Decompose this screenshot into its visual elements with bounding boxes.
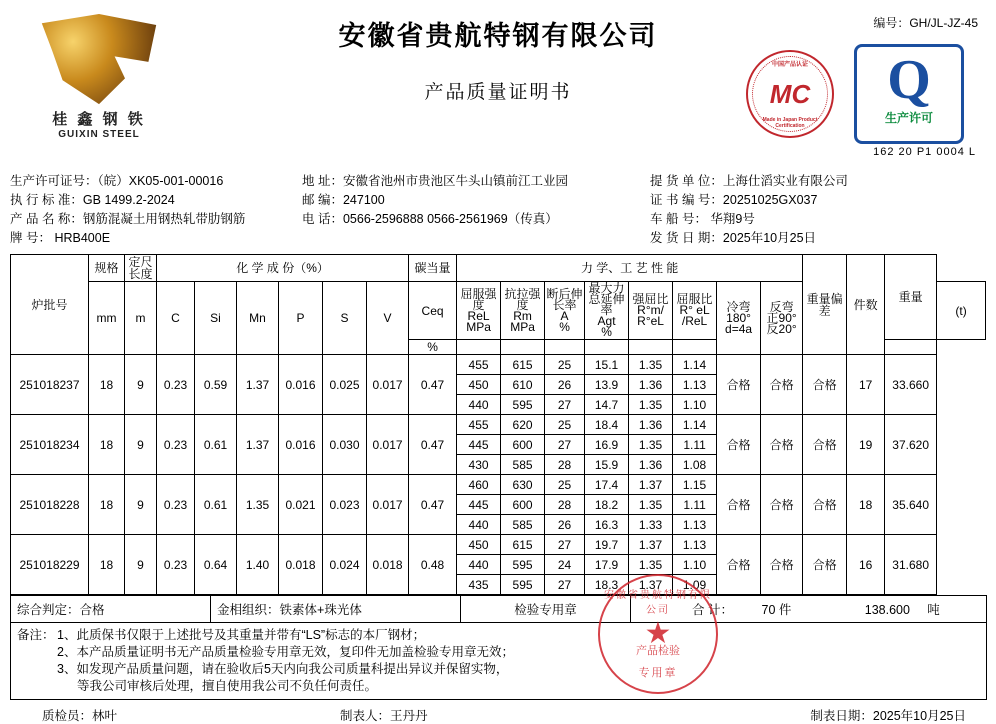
cell-si: 0.59 xyxy=(195,355,237,415)
cell-bend: 合格 xyxy=(717,535,761,595)
cell-c: 0.23 xyxy=(157,355,195,415)
th-mech-rebend-l2: 正90° xyxy=(766,310,797,325)
info-postcode: 邮 编：247100 xyxy=(302,193,385,207)
th-ceq: Ceq xyxy=(409,282,457,340)
red-seal-bottom-text: 专用章 xyxy=(638,667,678,679)
cell-a: 26 xyxy=(545,515,585,535)
cell-weight-dev: 合格 xyxy=(803,355,847,415)
table-row xyxy=(11,475,986,495)
cell-ratio1: 1.36 xyxy=(629,455,673,475)
th-mech-bend-l3: d=4a xyxy=(725,321,753,336)
cell-bend: 合格 xyxy=(717,415,761,475)
cell-rm: 595 xyxy=(501,575,545,595)
note-item-4: 等我公司审核后处理，擅自使用我公司不负任何责任。 xyxy=(77,679,378,693)
cell-a: 27 xyxy=(545,395,585,415)
cell-batch: 251018228 xyxy=(11,475,89,535)
cell-rel: 455 xyxy=(457,355,501,375)
th-mech-agt-l2: Agt xyxy=(597,314,616,328)
cell-si: 0.64 xyxy=(195,535,237,595)
th-mech-ratio1-l3: R°eL xyxy=(637,314,664,328)
cell-agt: 15.9 xyxy=(585,455,629,475)
cell-si: 0.61 xyxy=(195,415,237,475)
cell-ceq: 0.47 xyxy=(409,415,457,475)
note-item-2: 2、本产品质量证明书无产品质量检验专用章无效，复印件无加盖检验专用章无效； xyxy=(57,645,514,659)
cell-c: 0.23 xyxy=(157,475,195,535)
cell-rel: 440 xyxy=(457,395,501,415)
footer-date xyxy=(670,706,986,724)
cell-bend: 合格 xyxy=(717,475,761,535)
notes-cell xyxy=(11,623,987,700)
cell-agt: 19.7 xyxy=(585,535,629,555)
th-mech-ratio2-l1: 屈服比 xyxy=(676,292,713,306)
cell-si: 0.61 xyxy=(195,475,237,535)
th-batch: 炉批号 xyxy=(11,255,89,355)
summary-total-pieces: 70 件 xyxy=(761,603,792,617)
company-title: 安徽省贵航特钢有限公司 xyxy=(338,21,658,51)
cell-length: 9 xyxy=(125,415,157,475)
note-item-1: 1、此质保书仅限于上述批号及其重量并带有“LS”标志的本厂钢材； xyxy=(57,628,426,642)
cell-pieces: 18 xyxy=(847,475,885,535)
th-mech-bend-l1: 冷弯 xyxy=(726,299,751,314)
document-header xyxy=(10,6,986,156)
th-mech-rm-l2: Rm xyxy=(513,308,532,323)
star-icon: ★ xyxy=(644,617,672,650)
th-length-unit: m xyxy=(125,282,157,355)
cell-ratio2: 1.10 xyxy=(673,555,717,575)
cell-c: 0.23 xyxy=(157,415,195,475)
th-mech-rm xyxy=(501,282,545,340)
q-seal-label: 生产许可 xyxy=(884,111,933,125)
th-mech-bend-l2: 180° xyxy=(726,310,751,325)
cell-agt: 13.9 xyxy=(585,375,629,395)
th-mech-ratio1 xyxy=(629,282,673,340)
cell-ratio1: 1.37 xyxy=(629,475,673,495)
notes-row xyxy=(11,623,987,700)
document-title: 产品质量证明书 xyxy=(424,82,572,103)
summary-metallography-value: 铁素体+珠光体 xyxy=(279,603,362,617)
th-pieces: 件数 xyxy=(847,255,885,355)
info-column-middle xyxy=(302,172,650,248)
summary-total-label: 合 计： xyxy=(692,603,733,617)
th-mech-rebend xyxy=(761,282,803,355)
cell-weight-dev: 合格 xyxy=(803,415,847,475)
cell-a: 27 xyxy=(545,435,585,455)
cell-mn: 1.35 xyxy=(237,475,279,535)
th-mech-ratio2 xyxy=(673,282,717,340)
cell-ratio2: 1.09 xyxy=(673,575,717,595)
info-license-no: 生产许可证号：（皖）XK05-001-00016 xyxy=(10,174,224,188)
cell-weight: 31.680 xyxy=(885,535,937,595)
cell-rel: 450 xyxy=(457,535,501,555)
info-ship-date: 发 货 日 期：2025年10月25日 xyxy=(650,231,817,245)
barcode-text: 162 20 P1 0004 L xyxy=(873,146,976,158)
cell-weight: 35.640 xyxy=(885,475,937,535)
cell-a: 25 xyxy=(545,475,585,495)
cell-length: 9 xyxy=(125,535,157,595)
cell-mn: 1.37 xyxy=(237,355,279,415)
cell-weight-dev: 合格 xyxy=(803,535,847,595)
cell-ratio2: 1.08 xyxy=(673,455,717,475)
cell-v: 0.017 xyxy=(367,475,409,535)
cell-ratio2: 1.14 xyxy=(673,415,717,435)
footer-date-label: 制表日期： xyxy=(810,709,873,723)
cell-p: 0.018 xyxy=(279,535,323,595)
th-mech-bend xyxy=(717,282,761,355)
cell-spec: 18 xyxy=(89,415,125,475)
summary-metallography xyxy=(211,596,461,623)
cell-rel: 460 xyxy=(457,475,501,495)
cell-ceq: 0.47 xyxy=(409,475,457,535)
info-buyer: 提 货 单 位：上海仕滔实业有限公司 xyxy=(650,174,848,188)
summary-metallography-label: 金相组织： xyxy=(217,603,280,617)
th-mech-rel-l1: 屈服强度 xyxy=(460,286,497,312)
cell-rm: 595 xyxy=(501,555,545,575)
th-chem-p: P xyxy=(279,282,323,355)
cell-rm: 595 xyxy=(501,395,545,415)
summary-row xyxy=(11,596,987,623)
cell-rebend: 合格 xyxy=(761,415,803,475)
cell-length: 9 xyxy=(125,355,157,415)
th-spec-unit: mm xyxy=(89,282,125,355)
cell-p: 0.016 xyxy=(279,415,323,475)
cell-a: 27 xyxy=(545,535,585,555)
summary-verdict xyxy=(11,596,211,623)
th-mech-a xyxy=(545,282,585,340)
cell-batch: 251018237 xyxy=(11,355,89,415)
cell-rel: 445 xyxy=(457,435,501,455)
th-mech-ratio1-l1: 强屈比 xyxy=(632,292,669,306)
cell-ratio2: 1.11 xyxy=(673,435,717,455)
cell-ratio1: 1.37 xyxy=(629,535,673,555)
cell-pieces: 19 xyxy=(847,415,885,475)
logo-name-en: GUIXIN STEEL xyxy=(58,129,140,140)
th-mech-rel xyxy=(457,282,501,340)
quality-data-table xyxy=(10,254,986,595)
info-column-right xyxy=(650,172,986,248)
cell-a: 27 xyxy=(545,575,585,595)
cell-ratio1: 1.35 xyxy=(629,555,673,575)
cell-agt: 16.9 xyxy=(585,435,629,455)
th-mech-group: 力 学、工 艺 性 能 xyxy=(457,255,803,282)
th-mech-rel-l3: MPa xyxy=(466,319,491,334)
cell-spec: 18 xyxy=(89,355,125,415)
cell-rm: 600 xyxy=(501,435,545,455)
cell-rebend: 合格 xyxy=(761,475,803,535)
th-weight-unit: (t) xyxy=(937,282,986,340)
cell-rm: 610 xyxy=(501,375,545,395)
cell-rm: 620 xyxy=(501,415,545,435)
cell-ratio2: 1.13 xyxy=(673,535,717,555)
company-logo xyxy=(24,14,174,149)
th-chem-v: V xyxy=(367,282,409,355)
cell-p: 0.016 xyxy=(279,355,323,415)
th-mech-rel-unit xyxy=(457,340,501,355)
th-mech-rm-unit xyxy=(501,340,545,355)
cell-ratio1: 1.33 xyxy=(629,515,673,535)
mc-seal-top-text: 中国产品认证 xyxy=(771,62,808,68)
cell-batch: 251018234 xyxy=(11,415,89,475)
cell-a: 28 xyxy=(545,455,585,475)
cell-a: 24 xyxy=(545,555,585,575)
cell-mn: 1.37 xyxy=(237,415,279,475)
info-product-name: 产 品 名 称：钢筋混凝土用钢热轧带肋钢筋 xyxy=(10,212,246,226)
th-mech-rebend-l3: 反20° xyxy=(766,321,797,336)
cell-a: 25 xyxy=(545,415,585,435)
cell-c: 0.23 xyxy=(157,535,195,595)
cell-a: 28 xyxy=(545,495,585,515)
cell-ratio2: 1.14 xyxy=(673,355,717,375)
cell-agt: 18.4 xyxy=(585,415,629,435)
notes-title: 备注： xyxy=(17,628,55,642)
summary-verdict-label: 综合判定： xyxy=(17,603,80,617)
cell-ratio2: 1.13 xyxy=(673,375,717,395)
cell-bend: 合格 xyxy=(717,355,761,415)
info-grade: 牌 号： HRB400E xyxy=(10,231,111,245)
cell-s: 0.024 xyxy=(323,535,367,595)
th-mech-a-unit xyxy=(545,340,585,355)
th-weight-dev: 重量偏差 xyxy=(803,255,847,355)
cell-rel: 455 xyxy=(457,415,501,435)
logo-mark-icon xyxy=(34,14,164,106)
cell-ratio1: 1.35 xyxy=(629,495,673,515)
cell-ratio2: 1.13 xyxy=(673,515,717,535)
th-chem-si: Si xyxy=(195,282,237,355)
document-code: 编号：GH/JL-JZ-45 xyxy=(873,16,978,30)
summary-inspect-seal-label: 检验专用章 xyxy=(461,596,631,623)
th-weight: 重量 xyxy=(885,255,937,340)
cell-s: 0.030 xyxy=(323,415,367,475)
cell-rel: 445 xyxy=(457,495,501,515)
footer-inspector-label: 质检员： xyxy=(42,709,93,723)
th-mech-agt-l3: % xyxy=(601,325,612,339)
cell-ratio2: 1.10 xyxy=(673,395,717,415)
q-seal-letter: Q xyxy=(887,49,931,111)
cell-rel: 435 xyxy=(457,575,501,595)
th-chem-s: S xyxy=(323,282,367,355)
info-standard: 执 行 标 准：GB 1499.2-2024 xyxy=(10,193,175,207)
cell-ratio1: 1.36 xyxy=(629,375,673,395)
footer-inspector-value: 林叶 xyxy=(92,709,118,723)
footer-inspector xyxy=(10,706,340,724)
table-row xyxy=(11,535,986,555)
cell-agt: 18.3 xyxy=(585,575,629,595)
th-mech-a-l3: % xyxy=(559,319,570,334)
th-ceq-group: 碳当量 xyxy=(409,255,457,282)
th-chem-mn: Mn xyxy=(237,282,279,355)
cell-agt: 15.1 xyxy=(585,355,629,375)
th-mech-rm-l1: 抗拉强度 xyxy=(504,286,541,312)
summary-table xyxy=(10,595,987,700)
cell-ratio1: 1.35 xyxy=(629,355,673,375)
cell-rel: 440 xyxy=(457,515,501,535)
cell-agt: 17.9 xyxy=(585,555,629,575)
cell-ratio1: 1.35 xyxy=(629,395,673,415)
mc-seal-letters: MC xyxy=(769,78,811,109)
cell-ratio1: 1.35 xyxy=(629,435,673,455)
th-mech-agt-unit xyxy=(585,340,629,355)
production-license-seal xyxy=(854,44,964,144)
cell-agt: 18.2 xyxy=(585,495,629,515)
footer-maker xyxy=(340,706,670,724)
cell-s: 0.023 xyxy=(323,475,367,535)
cell-weight: 33.660 xyxy=(885,355,937,415)
cell-rebend: 合格 xyxy=(761,535,803,595)
footer-date-value: 2025年10月25日 xyxy=(872,709,966,723)
cell-rel: 450 xyxy=(457,375,501,395)
red-seal-mid-text: 产品检验 xyxy=(636,645,680,657)
th-mech-a-l1: 断后伸长率 xyxy=(546,286,583,312)
info-vehicle-no: 车 船 号： 华翔9号 xyxy=(650,212,755,226)
cell-v: 0.018 xyxy=(367,535,409,595)
mc-seal-bottom-text: Made in Japan Product Certification xyxy=(762,117,818,129)
th-mech-agt xyxy=(585,282,629,340)
table-row xyxy=(11,415,986,435)
summary-total xyxy=(631,596,987,623)
cell-ratio1: 1.36 xyxy=(629,415,673,435)
cell-weight-dev: 合格 xyxy=(803,475,847,535)
th-weight-blank xyxy=(885,340,937,355)
info-block xyxy=(10,172,986,248)
cell-v: 0.017 xyxy=(367,355,409,415)
cell-rm: 615 xyxy=(501,355,545,375)
cell-rel: 430 xyxy=(457,455,501,475)
info-certificate-no: 证 书 编 号：20251025GX037 xyxy=(650,193,818,207)
th-mech-ratio1-unit xyxy=(629,340,673,355)
cell-ratio2: 1.15 xyxy=(673,475,717,495)
th-mech-ratio2-unit xyxy=(673,340,717,355)
cell-rebend: 合格 xyxy=(761,355,803,415)
table-row xyxy=(11,355,986,375)
summary-verdict-value: 合格 xyxy=(79,603,105,617)
footer-maker-label: 制表人： xyxy=(340,709,391,723)
cell-v: 0.017 xyxy=(367,415,409,475)
cell-length: 9 xyxy=(125,475,157,535)
cell-rm: 600 xyxy=(501,495,545,515)
cell-a: 25 xyxy=(545,355,585,375)
cell-ceq: 0.48 xyxy=(409,535,457,595)
th-chem-c: C xyxy=(157,282,195,355)
red-seal-top-text: 安徽省贵航特钢有限公司 xyxy=(604,590,712,616)
th-spec: 规格 xyxy=(89,255,125,282)
th-chem-group: 化 学 成 份（%） xyxy=(157,255,409,282)
th-mech-ratio2-l2: R° eL xyxy=(679,303,710,317)
cell-a: 26 xyxy=(545,375,585,395)
cell-ratio1: 1.37 xyxy=(629,575,673,595)
cell-spec: 18 xyxy=(89,475,125,535)
logo-name-cn: 桂 鑫 钢 铁 xyxy=(52,111,146,128)
cell-spec: 18 xyxy=(89,535,125,595)
note-item-3: 3、如发现产品质量问题，请在验收后5天内向我公司质量科提出异议并保留实物， xyxy=(57,662,509,676)
table-body xyxy=(11,355,986,595)
cell-pieces: 16 xyxy=(847,535,885,595)
cell-rm: 630 xyxy=(501,475,545,495)
th-length: 定尺长度 xyxy=(125,255,157,282)
cell-s: 0.025 xyxy=(323,355,367,415)
cell-agt: 16.3 xyxy=(585,515,629,535)
summary-total-weight-unit: 吨 xyxy=(927,603,940,617)
cell-rm: 615 xyxy=(501,535,545,555)
cell-rm: 585 xyxy=(501,515,545,535)
th-mech-ratio2-l3: /ReL xyxy=(681,314,708,328)
document-footer xyxy=(10,700,986,724)
footer-maker-value: 王丹丹 xyxy=(390,709,428,723)
info-phone: 电 话：0566-2596888 0566-2561969（传真） xyxy=(302,212,558,226)
cell-p: 0.021 xyxy=(279,475,323,535)
info-address: 地 址：安徽省池州市贵池区牛头山镇前江工业园 xyxy=(302,174,568,188)
info-column-left xyxy=(10,172,302,248)
cell-pieces: 17 xyxy=(847,355,885,415)
cell-agt: 17.4 xyxy=(585,475,629,495)
th-ceq-unit: % xyxy=(409,340,457,355)
mc-certification-seal xyxy=(746,50,834,138)
cell-rel: 440 xyxy=(457,555,501,575)
cell-batch: 251018229 xyxy=(11,535,89,595)
th-mech-rm-l3: MPa xyxy=(510,319,535,334)
summary-total-weight: 138.600 xyxy=(864,603,910,617)
th-mech-rebend-l1: 反弯 xyxy=(769,299,794,314)
cell-ceq: 0.47 xyxy=(409,355,457,415)
cell-weight: 37.620 xyxy=(885,415,937,475)
cell-mn: 1.40 xyxy=(237,535,279,595)
th-mech-ratio1-l2: R°m/ xyxy=(637,303,664,317)
cell-ratio2: 1.11 xyxy=(673,495,717,515)
th-mech-a-l2: A xyxy=(560,308,569,323)
cell-agt: 14.7 xyxy=(585,395,629,415)
th-mech-agt-l1: 最大力总延伸率 xyxy=(588,281,625,317)
th-mech-rel-l2: ReL xyxy=(467,308,490,323)
cell-rm: 585 xyxy=(501,455,545,475)
